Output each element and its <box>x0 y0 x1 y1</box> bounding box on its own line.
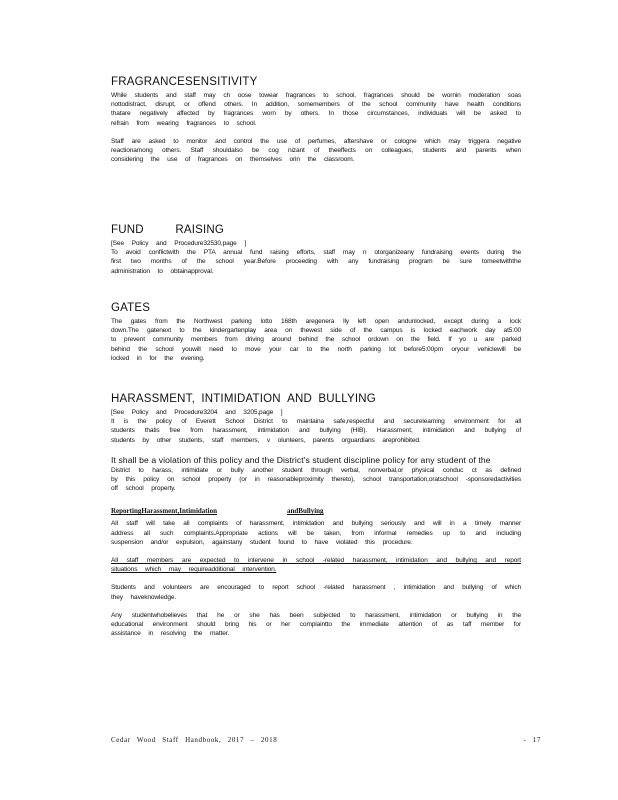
harassment-heading-word-4: BULLYING <box>318 393 376 405</box>
fragrance-heading: FRAGRANCESENSITIVITY <box>111 76 258 88</box>
harassment-paragraph-6: Any studentwhobelieves that he or she has been subjected to harassment, intimidation or bullying in the educational environment should bring his or her complaintto the immediate attention of as taff member for assistance in resolving the matter. <box>111 611 521 638</box>
fund-raising-heading <box>111 224 224 237</box>
reporting-subheading-right: andBullying <box>286 507 324 516</box>
raising-heading-word: RAISING <box>175 224 224 236</box>
harassment-paragraph-5: Students and volunteers are encouraged to report school -related harassment , intimidation and bullying of which they haveknowledge. <box>111 584 521 601</box>
harassment-heading-word-1: HARASSMENT, <box>111 393 195 405</box>
reporting-subheading-left: ReportingHarassment,Intimidation <box>111 507 217 516</box>
fragrance-paragraph-1: While students and staff may ch oose towear fragrances to school, fragrances should be wornin moderation soas nottodistract, disrupt, or offend others. In addition, somemembers of the school community have health conditions thatare negatively affected by fragrances worn by others. In those circumstances, individuals will be asked to refrain from wearing fragrances to school. <box>111 92 521 127</box>
footer-handbook-title: Cedar Wood Staff Handbook, 2017 – 2018 <box>111 736 278 744</box>
fund-heading-word: FUND <box>111 224 144 236</box>
fund-raising-reference: [See Policy and Procedure32530,page ] <box>111 240 247 247</box>
fragrance-paragraph-2: Staff are asked to monitor and control the use of perfumes, aftershave or cologne which may triggera negative reactionamong others. Staff shouldalso be cog nizant of theeffects on colleagues, students and parents when considering the use of fragrances on themselves orin the classroom. <box>111 137 521 164</box>
harassment-paragraph-2: District to harass, intimidate or bully another student through verbal, nonverbal,or physical conduc ct as defined by this policy on school property (or in reasonableproximity thereto), school transportation,oratschool -sponsoredactivities off school property. <box>111 466 521 493</box>
harassment-section <box>111 393 521 638</box>
reporting-subheading <box>111 507 521 515</box>
fund-raising-paragraph: To avoid conflictwith the PTA annual fund raising efforts, staff may n otorganizeany fundraising events during the first two months of the school year.Before proceeding with any fundraising program be sure tomeetwiththe administration to obtainapproval. <box>111 249 521 275</box>
harassment-paragraph-1: It is the policy of Everett School District to maintaina safe,respectful and securelearning environment for all students thatis free from harassment, intimidation and bullying (HIB). Harassment, intimidation and bullying of students by other students, staff members, v olunteers, parents orguardians areprohibited. <box>111 418 521 444</box>
harassment-paragraph-4: All staff members are expected to intervene in school -related harassment, intimidation and bullying and report situations which may requireadditional intervention. <box>111 557 521 574</box>
harassment-heading <box>111 393 376 406</box>
harassment-paragraph-3: All staff will take all complaints of harassment, intimidation and bullying seriously and will in a timely manner address all such complaints.Appropriate actions will be taken, from informal remedies up to and including suspension and/or expulsion, againstany student found to have violated this procedure. <box>111 520 521 546</box>
fragrance-section <box>111 76 521 164</box>
footer-page-number: - 17 <box>523 736 541 744</box>
page-footer <box>111 736 541 744</box>
harassment-reference: [See Policy and Procedure3204 and 3205,page ] <box>111 409 283 416</box>
fund-raising-section <box>111 224 521 276</box>
harassment-heading-word-3: AND <box>287 393 313 405</box>
gates-heading: GATES <box>111 302 151 314</box>
harassment-violation-line: It shall be a violation of this policy and the District's student discipline policy for any student of the <box>111 454 491 465</box>
harassment-heading-word-2: INTIMIDATION <box>201 393 281 405</box>
gates-paragraph: The gates from the Northwest parking lotto 168th aregenera lly left open andunlocked, except during a lock down.The gatenext to the kindergartenplay area on thewest side of the campus is locked eachwork day at5:00 to prevent community members from driving around behind the school ordown on the field. If yo u are parked behind the school youwill need to move your car to the north parking lot before5:00pm oryour vehiclewill be locked in for the evening. <box>111 318 521 362</box>
gates-section <box>111 302 521 363</box>
